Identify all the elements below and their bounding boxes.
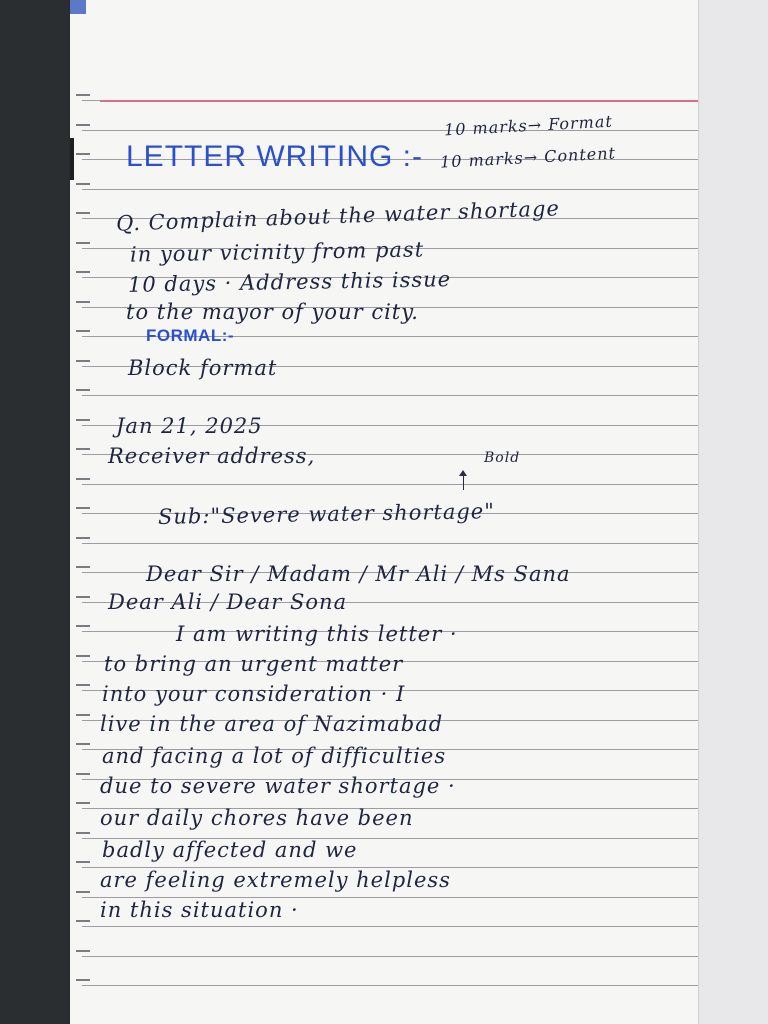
margin-tick	[76, 124, 90, 126]
margin-tick	[76, 743, 90, 745]
scan-left-edge	[0, 0, 70, 1024]
margin-tick	[76, 625, 90, 627]
top-margin-line	[100, 100, 698, 102]
salutation-line-1: Dear Sir / Madam / Mr Ali / Ms Sana	[146, 562, 571, 586]
bold-note: Bold	[484, 450, 521, 466]
letter-date: Jan 21, 2025	[116, 414, 263, 438]
body-line-8: badly affected and we	[102, 838, 358, 862]
margin-tick	[76, 950, 90, 952]
margin-tick	[76, 920, 90, 922]
margin-tick	[76, 271, 90, 273]
margin-tick	[76, 242, 90, 244]
margin-tick	[76, 537, 90, 539]
salutation-line-2: Dear Ali / Dear Sona	[108, 590, 348, 614]
margin-tick	[76, 507, 90, 509]
margin-mark	[70, 138, 74, 180]
margin-tick	[76, 714, 90, 716]
formal-label: FORMAL:-	[146, 326, 235, 345]
margin-tick	[76, 94, 90, 96]
ruled-line	[82, 484, 698, 485]
margin-tick	[76, 389, 90, 391]
ruled-line	[82, 395, 698, 396]
margin-tick	[76, 478, 90, 480]
body-line-1: I am writing this letter ·	[176, 622, 458, 646]
margin-tick	[76, 802, 90, 804]
margin-tick	[76, 212, 90, 214]
margin-tick	[76, 419, 90, 421]
body-line-9: are feeling extremely helpless	[100, 868, 451, 892]
body-line-10: in this situation ·	[100, 898, 299, 922]
ruled-line	[82, 189, 698, 190]
margin-tick	[76, 183, 90, 185]
margin-tick	[76, 832, 90, 834]
page-corner-mark	[70, 0, 86, 14]
margin-tick	[76, 153, 90, 155]
body-line-7: our daily chores have been	[100, 806, 414, 830]
question-line-4: to the mayor of your city.	[126, 300, 419, 324]
margin-tick	[76, 979, 90, 981]
margin-tick	[76, 360, 90, 362]
margin-tick	[76, 655, 90, 657]
ruled-line	[82, 543, 698, 544]
margin-tick	[76, 773, 90, 775]
body-line-3: into your consideration · I	[102, 682, 406, 706]
body-line-6: due to severe water shortage ·	[100, 774, 456, 798]
arrow-icon	[463, 474, 464, 490]
ruled-line	[82, 985, 698, 986]
question-line-1: Q. Complain about the water shortage	[115, 196, 561, 236]
marks-content-note: 10 marks→ Content	[439, 143, 617, 172]
margin-tick	[76, 684, 90, 686]
scan-right-edge	[698, 0, 768, 1024]
margin-tick	[76, 330, 90, 332]
question-line-3: 10 days · Address this issue	[127, 267, 452, 297]
ruled-line	[82, 956, 698, 957]
format-note: Block format	[128, 356, 278, 380]
margin-tick	[76, 301, 90, 303]
margin-tick	[76, 448, 90, 450]
margin-tick	[76, 861, 90, 863]
margin-tick	[76, 596, 90, 598]
ruled-line	[82, 926, 698, 927]
margin-tick	[76, 566, 90, 568]
margin-tick	[76, 891, 90, 893]
body-line-2: to bring an urgent matter	[104, 652, 404, 676]
body-line-5: and facing a lot of difficulties	[102, 744, 447, 768]
body-line-4: live in the area of Nazimabad	[100, 712, 444, 736]
question-line-2: in your vicinity from past	[129, 237, 425, 267]
marks-format-note: 10 marks→ Format	[443, 111, 614, 140]
receiver-address: Receiver address,	[108, 444, 316, 468]
page-title: LETTER WRITING :-	[126, 140, 423, 173]
letter-subject: Sub:"Severe water shortage"	[157, 499, 496, 529]
